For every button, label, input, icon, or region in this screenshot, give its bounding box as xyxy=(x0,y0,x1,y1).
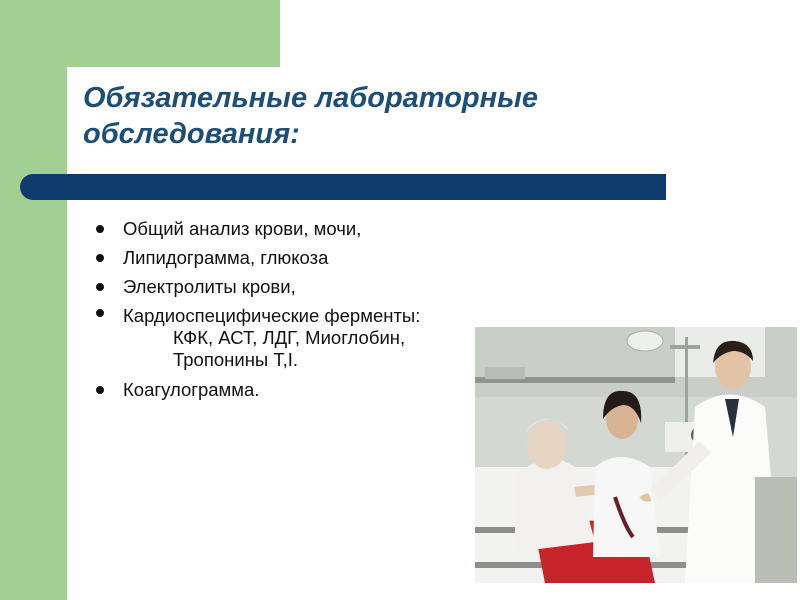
bullet-list xyxy=(94,214,420,404)
list-item xyxy=(94,243,420,272)
sub-line: КФК, АСТ, ЛДГ, Миоглобин, xyxy=(173,327,406,348)
slide-title: Обязательные лабораторные обследования: xyxy=(83,82,539,150)
bullet-text: Электролиты крови, xyxy=(123,276,296,297)
bullet-text: Коагулограмма. xyxy=(123,379,260,400)
bullet-icon xyxy=(96,309,104,317)
bullet-icon xyxy=(96,283,104,291)
bullet-text: Общий анализ крови, мочи, xyxy=(123,218,362,239)
title-underline-bar xyxy=(20,174,666,200)
top-green-block xyxy=(0,0,280,67)
bullet-text: Липидограмма, глюкоза xyxy=(123,247,329,268)
left-green-strip xyxy=(0,0,67,600)
bullet-icon xyxy=(96,254,104,262)
bullet-icon xyxy=(96,225,104,233)
hospital-ward-illustration xyxy=(475,327,797,583)
hospital-ward-photo xyxy=(475,327,797,583)
sub-line: Тропонины Т,I. xyxy=(173,349,299,370)
list-item xyxy=(94,375,420,404)
bullet-icon xyxy=(96,386,104,394)
list-item xyxy=(94,214,420,243)
list-item xyxy=(94,301,420,375)
bullet-text: Кардиоспецифические ферменты: xyxy=(123,305,421,326)
list-item xyxy=(94,272,420,301)
